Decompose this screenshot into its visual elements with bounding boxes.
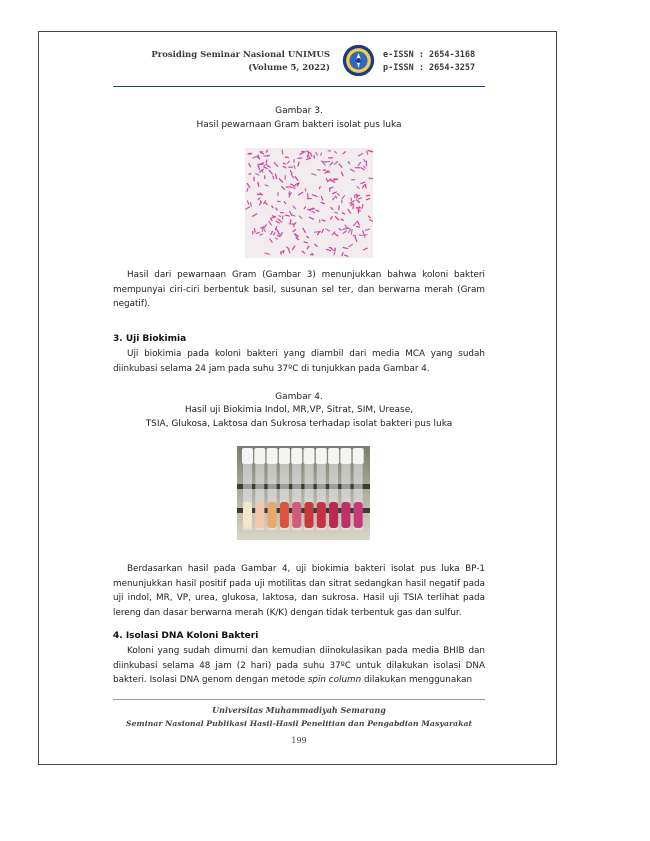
bacterium-rod [310, 209, 314, 210]
paragraph-dna-emphasis: spin column [307, 675, 362, 685]
bacterium-rod [293, 224, 294, 227]
bacterium-rod [273, 176, 274, 179]
paragraph-dna-text: Koloni yang sudah dimurni dan kemudian diinokulasikan pada media BHIB dan diinkubasi selama 48 jam (2 hari) pada suhu 37ºC untuk dilakukan isolasi DNA bakteri. Isolasi DNA genom dengan metode [113, 646, 485, 685]
section-heading-dna: 4. Isolasi DNA Koloni Bakteri [113, 631, 259, 641]
journal-title-line1: Prosiding Seminar Nasional UNIMUS [151, 50, 330, 60]
tube-medium [280, 502, 289, 528]
tube-cap [316, 448, 327, 464]
tube-medium [268, 502, 277, 528]
gram-stain-image [245, 148, 373, 258]
bacterium-rod [267, 156, 269, 157]
figure4-label: Gambar 4. [275, 392, 323, 402]
bacterium-rod [305, 189, 306, 191]
bacterium-rod [319, 187, 320, 189]
bacterium-rod [285, 215, 289, 216]
paragraph-gram-text: Hasil dari pewarnaan Gram (Gambar 3) menunjukkan bahwa koloni bakteri mempunyai ciri-ciri berbentuk basil, susunan sel ter, dan berwarna merah (Gram negatif). [113, 270, 485, 309]
bacterium-rod [326, 178, 327, 180]
bacterium-rod [318, 170, 321, 171]
bacterium-rod [354, 196, 355, 198]
tube-medium [329, 502, 338, 528]
bacterium-rod [321, 153, 322, 155]
bacterium-rod [315, 232, 320, 233]
footer-university: Universitas Muhammadiyah Semarang [212, 705, 386, 715]
tube-medium [255, 502, 264, 528]
bacterium-rod [335, 212, 338, 213]
bacterium-rod [365, 184, 366, 188]
paragraph-biochem-text: Uji biokimia pada koloni bakteri yang diambil dari media MCA yang sudah diinkubasi selama 24 jam pada suhu 37ºC di tunjukkan pada Gambar 4. [113, 349, 485, 374]
figure4-caption-line1: Hasil uji Biokimia Indol, MR,VP, Sitrat, SIM, Urease, [184, 405, 414, 415]
tube-cap [340, 448, 351, 464]
biochemical-tubes-image [237, 446, 370, 540]
paragraph-dna-text-end: dilakukan menggunakan [361, 675, 473, 685]
bacterium-rod [356, 227, 359, 228]
bacterium-rod [251, 203, 252, 207]
bacterium-rod [279, 216, 281, 217]
tube-medium [354, 502, 363, 528]
tube-medium [292, 502, 301, 528]
tube-cap [291, 448, 302, 464]
bacterium-rod [308, 194, 309, 199]
tube-cap [267, 448, 278, 464]
tube-cap [304, 448, 315, 464]
bacterium-rod [366, 195, 370, 196]
tube-medium [305, 502, 314, 528]
bacterium-rod [278, 201, 280, 202]
paragraph-dna [113, 644, 485, 688]
tube-cap [254, 448, 265, 464]
footer-seminar: Seminar Nasional Publikasi Hasil-Hasil Penelitian dan Pengabdian Masyarakat [125, 719, 473, 728]
figure3-label: Gambar 3. [275, 106, 323, 116]
bacterium-rod [325, 162, 330, 163]
bacterium-rod [281, 252, 282, 255]
bacterium-rod [292, 215, 295, 216]
footer-divider [113, 699, 485, 700]
journal-title [151, 49, 330, 75]
bacterium-rod [351, 198, 352, 201]
tube-cap [279, 448, 290, 464]
journal-title-line2: (Volume 5, 2022) [248, 63, 330, 73]
bacterium-rod [311, 154, 312, 156]
tube-medium [341, 502, 350, 528]
bacterium-rod [267, 150, 268, 152]
figure4-caption-line2: TSIA, Glukosa, Laktosa dan Sukrosa terhadap isolat bakteri pus luka [145, 419, 453, 429]
bacterium-rod [266, 160, 267, 163]
bacterium-rod [359, 235, 362, 236]
tube-cap [242, 448, 253, 464]
bacterium-rod [260, 234, 263, 235]
bacterium-rod [255, 229, 256, 233]
bacterium-rod [289, 192, 290, 195]
tube-cap [353, 448, 364, 464]
tube-medium [317, 502, 326, 528]
university-seal-icon [342, 44, 375, 77]
bacterium-rod [354, 236, 356, 237]
figure3-caption: Hasil pewarnaan Gram bakteri isolat pus luka [196, 120, 402, 130]
bacterium-rod [369, 178, 373, 179]
paragraph-gram-result [113, 268, 485, 312]
paragraph-biochem-result [113, 562, 485, 620]
bacterium-rod [364, 235, 367, 236]
bacterium-rod [256, 233, 259, 234]
issn-block [383, 49, 475, 75]
pissn: p-ISSN : 2654-3257 [383, 63, 476, 73]
tube-medium [243, 502, 252, 528]
paragraph-biochem-result-text: Berdasarkan hasil pada Gambar 4, uji biokimia bakteri isolat pus luka BP-1 menunjukkan hasil positif pada uji motilitas dan sitrat sedangkan hasil negatif pada uji indol, MR, VP, urea, glukosa, laktosa, dan sukrosa. Hasil uji TSIA terlihat pada lereng dan dasar berwarna merah (K/K) dengan tidak terbentuk gas dan sulfur. [113, 564, 485, 618]
bacterium-rod [285, 157, 288, 158]
section-heading-biochem: 3. Uji Biokimia [113, 334, 187, 344]
eissn: e-ISSN : 2654-3168 [383, 50, 476, 60]
bacterium-rod [249, 174, 251, 175]
bacterium-rod [283, 163, 285, 164]
page-number: 199 [291, 736, 307, 745]
paragraph-biochem [113, 347, 485, 376]
bacterium-rod [282, 150, 283, 154]
header-divider [113, 86, 485, 87]
tube-cap [328, 448, 339, 464]
